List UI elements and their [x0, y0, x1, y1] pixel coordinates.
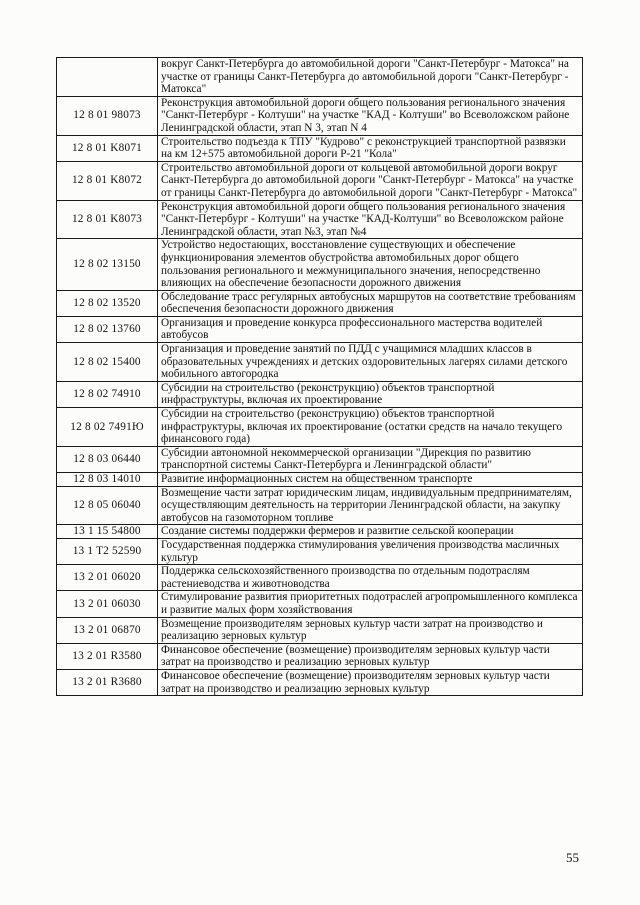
- table-row: [57, 161, 583, 200]
- table-row: [57, 669, 583, 695]
- table-row: [57, 58, 583, 97]
- table-row: [57, 591, 583, 617]
- budget-codes-table: [56, 57, 583, 696]
- table-row: [57, 446, 583, 472]
- table-row: [57, 538, 583, 564]
- description-cell: Возмещение производителям зерновых культур части затрат на производство и реализацию зерновых культур: [158, 617, 583, 643]
- description-cell: вокруг Санкт-Петербурга до автомобильной дороги "Санкт-Петербург - Матокса" на участке от границы Санкт-Петербурга до автомобильной дороги "Санкт-Петербург - Матокса": [158, 58, 583, 97]
- budget-code-cell: 12 8 01 K8073: [57, 200, 158, 239]
- description-cell: Строительство подъезда к ТПУ "Кудрово" с реконструкцией транспортной развязки на км 12+575 автомобильной дороги Р-21 "Кола": [158, 135, 583, 161]
- table-row: [57, 290, 583, 316]
- description-cell: Реконструкция автомобильной дороги общего пользования регионального значения "Санкт-Петербург - Колтуши" на участке "КАД-Колтуши" во Всеволожском районе Ленинградской области, этап №3, этап №4: [158, 200, 583, 239]
- budget-code-cell: 12 8 02 74910: [57, 381, 158, 407]
- description-cell: Стимулирование развития приоритетных подотраслей агропромышленного комплекса и развитие малых форм хозяйствования: [158, 591, 583, 617]
- description-cell: Субсидии автономной некоммерческой организации "Дирекция по развитию транспортной системы Санкт-Петербурга и Ленинградской области": [158, 446, 583, 472]
- table-row: [57, 200, 583, 239]
- budget-code-cell: 12 8 05 06040: [57, 486, 158, 525]
- description-cell: Реконструкция автомобильной дороги общего пользования регионального значения "Санкт-Петербург - Колтуши" на участке "КАД - Колтуши" во Всеволожском районе Ленинградской области, этап N 3, этап N 4: [158, 96, 583, 135]
- table-row: [57, 135, 583, 161]
- budget-code-cell: 12 8 03 14010: [57, 473, 158, 487]
- budget-code-cell: 12 8 02 13150: [57, 239, 158, 290]
- budget-code-cell: 13 1 15 54800: [57, 525, 158, 539]
- budget-code-cell: 13 1 T2 52590: [57, 538, 158, 564]
- budget-code-cell: 12 8 02 7491Ю: [57, 408, 158, 447]
- description-cell: Создание системы поддержки фермеров и развитие сельской кооперации: [158, 525, 583, 539]
- description-cell: Поддержка сельскохозяйственного производства по отдельным подотраслям растениеводства и животноводства: [158, 565, 583, 591]
- table-row: [57, 525, 583, 539]
- budget-code-cell: [57, 58, 158, 97]
- table-row: [57, 408, 583, 447]
- table-row: [57, 473, 583, 487]
- table-row: [57, 565, 583, 591]
- description-cell: Устройство недостающих, восстановление существующих и обеспечение функционирования элементов обустройства автомобильных дорог общего пользования регионального и межмуниципального значения, непосредственно влияющих на обеспечение безопасности дорожного движения: [158, 239, 583, 290]
- budget-code-cell: 12 8 01 98073: [57, 96, 158, 135]
- budget-code-cell: 13 2 01 06020: [57, 565, 158, 591]
- table-row: [57, 343, 583, 382]
- budget-code-cell: 13 2 01 R3680: [57, 669, 158, 695]
- budget-code-cell: 12 8 02 13520: [57, 290, 158, 316]
- description-cell: Обследование трасс регулярных автобусных маршрутов на соответствие требованиям обеспечения безопасности дорожного движения: [158, 290, 583, 316]
- description-cell: Финансовое обеспечение (возмещение) производителям зерновых культур части затрат на производство и реализацию зерновых культур: [158, 669, 583, 695]
- table-body: [57, 58, 583, 696]
- description-cell: Субсидии на строительство (реконструкцию) объектов транспортной инфраструктуры, включая их проектирование: [158, 381, 583, 407]
- budget-code-cell: 12 8 02 15400: [57, 343, 158, 382]
- budget-code-cell: 13 2 01 R3580: [57, 643, 158, 669]
- description-cell: Организация и проведение занятий по ПДД с учащимися младших классов в образовательных учреждениях и детских оздоровительных лагерях силами детского мобильного автогородка: [158, 343, 583, 382]
- description-cell: Субсидии на строительство (реконструкцию) объектов транспортной инфраструктуры, включая их проектирование (остатки средств на начало текущего финансового года): [158, 408, 583, 447]
- page-number: 55: [566, 850, 579, 865]
- description-cell: Возмещение части затрат юридическим лицам, индивидуальным предпринимателям, осуществляющим деятельность на территории Ленинградской области, на закупку автобусов на газомоторном топливе: [158, 486, 583, 525]
- table-row: [57, 643, 583, 669]
- budget-code-cell: 13 2 01 06870: [57, 617, 158, 643]
- budget-code-cell: 12 8 03 06440: [57, 446, 158, 472]
- table-row: [57, 617, 583, 643]
- description-cell: Развитие информационных систем на общественном транспорте: [158, 473, 583, 487]
- budget-code-cell: 12 8 02 13760: [57, 316, 158, 342]
- table-row: [57, 316, 583, 342]
- budget-code-cell: 12 8 01 K8071: [57, 135, 158, 161]
- table-row: [57, 486, 583, 525]
- description-cell: Финансовое обеспечение (возмещение) производителям зерновых культур части затрат на производство и реализацию зерновых культур: [158, 643, 583, 669]
- budget-code-cell: 13 2 01 06030: [57, 591, 158, 617]
- table-row: [57, 96, 583, 135]
- description-cell: Государственная поддержка стимулирования увеличения производства масличных культур: [158, 538, 583, 564]
- table-row: [57, 381, 583, 407]
- description-cell: Строительство автомобильной дороги от кольцевой автомобильной дороги вокруг Санкт-Петербурга до автомобильной дороги "Санкт-Петербург - Матокса" на участке от границы Санкт-Петербурга до автомобильной дороги "Санкт-Петербург - Матокса": [158, 161, 583, 200]
- description-cell: Организация и проведение конкурса профессионального мастерства водителей автобусов: [158, 316, 583, 342]
- table-row: [57, 239, 583, 290]
- budget-code-cell: 12 8 01 K8072: [57, 161, 158, 200]
